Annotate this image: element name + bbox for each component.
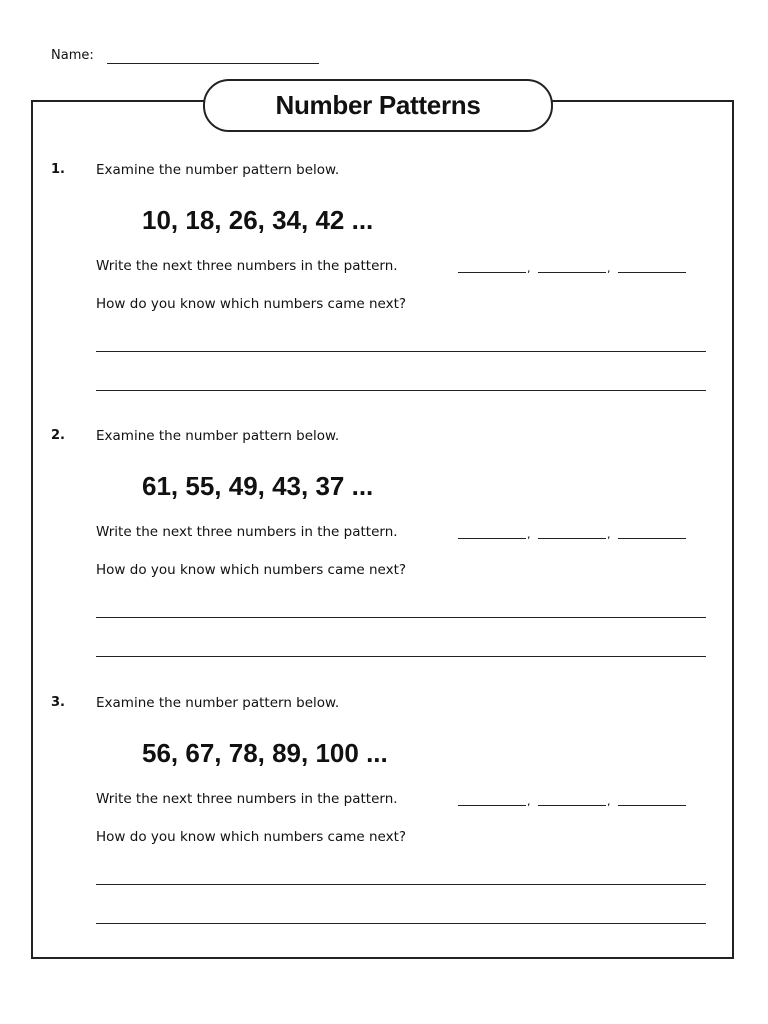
explanation-line-2[interactable] xyxy=(96,390,706,391)
write-prompt: Write the next three numbers in the pattern. xyxy=(96,524,398,540)
comma: , xyxy=(607,528,611,541)
question xyxy=(0,428,768,696)
question-instruction: Examine the number pattern below. xyxy=(96,162,340,178)
write-prompt: Write the next three numbers in the pattern. xyxy=(96,258,398,274)
question-number: 1. xyxy=(51,162,65,177)
number-pattern: 56, 67, 78, 89, 100 ... xyxy=(142,738,388,768)
how-prompt: How do you know which numbers came next? xyxy=(96,562,407,578)
number-pattern: 61, 55, 49, 43, 37 ... xyxy=(142,471,374,501)
comma: , xyxy=(527,795,531,808)
write-prompt: Write the next three numbers in the pattern. xyxy=(96,791,398,807)
how-prompt: How do you know which numbers came next? xyxy=(96,296,407,312)
answer-blank-3[interactable] xyxy=(618,272,686,273)
comma: , xyxy=(527,528,531,541)
explanation-line-1[interactable] xyxy=(96,617,706,618)
answer-blank-1[interactable] xyxy=(458,272,526,273)
explanation-line-2[interactable] xyxy=(96,656,706,657)
question-instruction: Examine the number pattern below. xyxy=(96,428,340,444)
question xyxy=(0,162,768,430)
question-number: 2. xyxy=(51,428,65,443)
answer-blank-2[interactable] xyxy=(538,272,606,273)
title-banner xyxy=(203,79,553,132)
answer-blank-3[interactable] xyxy=(618,805,686,806)
comma: , xyxy=(607,795,611,808)
answer-blank-2[interactable] xyxy=(538,805,606,806)
page-title: Number Patterns xyxy=(275,90,481,120)
comma: , xyxy=(607,262,611,275)
number-pattern: 10, 18, 26, 34, 42 ... xyxy=(142,205,374,235)
name-field[interactable] xyxy=(107,63,319,64)
answer-blank-2[interactable] xyxy=(538,538,606,539)
question-number: 3. xyxy=(51,695,65,710)
explanation-line-1[interactable] xyxy=(96,884,706,885)
name-label: Name: xyxy=(51,48,94,63)
question xyxy=(0,695,768,963)
comma: , xyxy=(527,262,531,275)
question-instruction: Examine the number pattern below. xyxy=(96,695,340,711)
answer-blank-1[interactable] xyxy=(458,538,526,539)
answer-blank-1[interactable] xyxy=(458,805,526,806)
how-prompt: How do you know which numbers came next? xyxy=(96,829,407,845)
explanation-line-1[interactable] xyxy=(96,351,706,352)
answer-blank-3[interactable] xyxy=(618,538,686,539)
explanation-line-2[interactable] xyxy=(96,923,706,924)
